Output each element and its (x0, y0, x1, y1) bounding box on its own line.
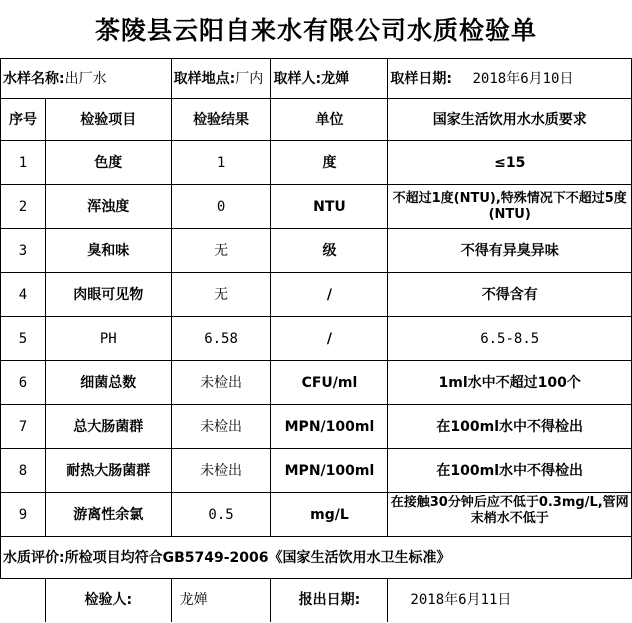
sampler-label: 取样人: (273, 70, 322, 87)
row-no: 3 (1, 229, 46, 273)
header-item: 检验项目 (45, 99, 171, 141)
row-item: PH (45, 317, 171, 361)
inspector-label: 检验人: (45, 579, 171, 622)
row-no: 5 (1, 317, 46, 361)
row-item: 总大肠菌群 (45, 405, 171, 449)
row-item: 色度 (45, 141, 171, 185)
evaluation-row (1, 537, 632, 579)
row-item: 耐热大肠菌群 (45, 449, 171, 493)
table-row (1, 361, 632, 405)
row-standard: 不超过1度(NTU),特殊情况下不超过5度(NTU) (388, 185, 632, 229)
inspector-value: 龙婵 (171, 579, 271, 622)
row-item: 浑浊度 (45, 185, 171, 229)
sample-date-label: 取样日期: (390, 70, 453, 87)
row-result: 1 (171, 141, 271, 185)
footer-row (1, 579, 632, 622)
table-row (1, 449, 632, 493)
row-unit: / (271, 273, 388, 317)
row-no: 9 (1, 493, 46, 537)
row-result: 无 (171, 229, 271, 273)
sampler-value: 龙婵 (321, 70, 350, 87)
row-standard: 不得有异臭异味 (388, 229, 632, 273)
row-standard: 在100ml水中不得检出 (388, 405, 632, 449)
row-standard: 在100ml水中不得检出 (388, 449, 632, 493)
row-standard: 6.5-8.5 (388, 317, 632, 361)
row-item: 细菌总数 (45, 361, 171, 405)
row-standard-cell (388, 493, 632, 537)
row-unit: CFU/ml (271, 361, 388, 405)
table-row (1, 141, 632, 185)
row-standard: 不得含有 (388, 273, 632, 317)
header-unit: 单位 (271, 99, 388, 141)
sample-name-cell (1, 59, 172, 99)
report-date-cell (388, 579, 632, 622)
location-value: 厂内 (235, 70, 264, 87)
table-row (1, 185, 632, 229)
sampler-cell (271, 59, 388, 99)
table-row (1, 493, 632, 537)
sample-date-cell (388, 59, 632, 99)
row-result: 6.58 (171, 317, 271, 361)
table-row (1, 229, 632, 273)
row-unit: 级 (271, 229, 388, 273)
row-item: 肉眼可见物 (45, 273, 171, 317)
header-standard: 国家生活饮用水水质要求 (388, 99, 632, 141)
row-unit: mg/L (271, 493, 388, 537)
row-no: 7 (1, 405, 46, 449)
header-result: 检验结果 (171, 99, 271, 141)
report-date-value: 2018年6月11日 (410, 592, 512, 609)
row-standard: ≤15 (388, 141, 632, 185)
document-title: 茶陵县云阳自来水有限公司水质检验单 (94, 16, 537, 45)
sample-date-value: 2018年6月10日 (472, 70, 574, 87)
location-label: 取样地点: (173, 70, 236, 87)
sample-name-value: 出厂水 (64, 70, 107, 87)
location-cell (171, 59, 271, 99)
row-result: 0.5 (171, 493, 271, 537)
row-standard: 在接触30分钟后应不低于0.3mg/L,管网末梢水不低于 (390, 494, 629, 526)
row-no: 4 (1, 273, 46, 317)
info-row (1, 59, 632, 99)
sample-name-label: 水样名称: (3, 70, 65, 87)
table-row (1, 405, 632, 449)
table-row (1, 317, 632, 361)
report-date-label: 报出日期: (271, 579, 388, 622)
row-result: 未检出 (171, 361, 271, 405)
row-unit: 度 (271, 141, 388, 185)
inspection-table (0, 58, 632, 622)
row-unit: / (271, 317, 388, 361)
row-no: 1 (1, 141, 46, 185)
row-no: 8 (1, 449, 46, 493)
row-unit: MPN/100ml (271, 449, 388, 493)
evaluation-text: 水质评价:所检项目均符合GB5749-2006《国家生活饮用水卫生标准》 (1, 537, 632, 579)
row-item: 游离性余氯 (45, 493, 171, 537)
row-unit: MPN/100ml (271, 405, 388, 449)
header-no: 序号 (1, 99, 46, 141)
row-result: 无 (171, 273, 271, 317)
row-no: 2 (1, 185, 46, 229)
row-result: 0 (171, 185, 271, 229)
table-row (1, 273, 632, 317)
footer-spacer (1, 579, 46, 622)
row-standard: 1ml水中不超过100个 (388, 361, 632, 405)
row-no: 6 (1, 361, 46, 405)
row-item: 臭和味 (45, 229, 171, 273)
row-result: 未检出 (171, 405, 271, 449)
row-result: 未检出 (171, 449, 271, 493)
row-unit: NTU (271, 185, 388, 229)
header-row (1, 99, 632, 141)
